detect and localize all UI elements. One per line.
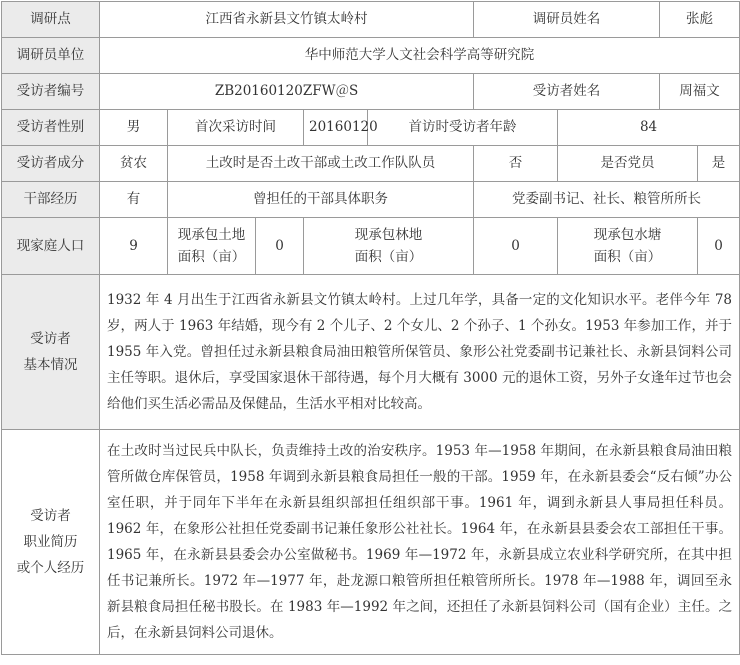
row-interviewee-id xyxy=(2,74,740,110)
label-household-size: 现家庭人口 xyxy=(2,218,100,275)
label-first-interview-time: 首次采访时间 xyxy=(168,110,304,146)
label-cadre-experience: 干部经历 xyxy=(2,182,100,218)
label-contracted-land-line1: 现承包土地 xyxy=(177,227,246,243)
value-contracted-pond: 0 xyxy=(698,218,740,275)
label-career-line1: 受访者 xyxy=(30,508,71,524)
row-cadre-experience xyxy=(2,182,740,218)
label-land-reform-cadre: 土改时是否土改干部或土改工作队队员 xyxy=(168,146,474,182)
value-cadre-experience: 有 xyxy=(100,182,168,218)
label-class-status: 受访者成分 xyxy=(2,146,100,182)
label-basic-info-line2: 基本情况 xyxy=(23,357,78,373)
value-first-interview-time: 20160120 xyxy=(304,110,368,146)
value-contracted-forest: 0 xyxy=(474,218,558,275)
value-contracted-land: 0 xyxy=(256,218,304,275)
label-age-at-first-interview: 首访时受访者年龄 xyxy=(368,110,558,146)
label-party-member: 是否党员 xyxy=(558,146,698,182)
label-basic-info xyxy=(2,275,100,430)
label-contracted-land-line2: 面积（亩） xyxy=(177,249,246,265)
label-researcher-name: 调研员姓名 xyxy=(474,2,660,38)
label-contracted-forest-line2: 面积（亩） xyxy=(354,249,423,265)
label-survey-site: 调研点 xyxy=(2,2,100,38)
label-contracted-forest xyxy=(304,218,474,275)
value-researcher-unit: 华中师范大学人文社会科学高等研究院 xyxy=(100,38,740,74)
row-gender xyxy=(2,110,740,146)
label-gender: 受访者性别 xyxy=(2,110,100,146)
row-career xyxy=(2,430,740,655)
value-age-at-first-interview: 84 xyxy=(558,110,740,146)
label-career-line3: 或个人经历 xyxy=(16,560,85,576)
label-career xyxy=(2,430,100,655)
label-contracted-pond-line2: 面积（亩） xyxy=(593,249,662,265)
value-gender: 男 xyxy=(100,110,168,146)
label-researcher-unit: 调研员单位 xyxy=(2,38,100,74)
value-cadre-positions: 党委副书记、社长、粮管所所长 xyxy=(474,182,740,218)
label-contracted-pond xyxy=(558,218,698,275)
value-party-member: 是 xyxy=(698,146,740,182)
label-career-line2: 职业简历 xyxy=(23,534,78,550)
interviewee-info-table xyxy=(1,1,740,655)
value-class-status: 贫农 xyxy=(100,146,168,182)
value-career: 在土改时当过民兵中队长，负责维持土改的治安秩序。1953 年—1958 年期间，在永新县粮食局油田粮管所做仓库保管员，1958 年调到永新县粮食局担任一般的干部。1959 年，在永新县委会“反右倾”办公室任职，并于同年下半年在永新县组织部担任组织部干事。1961 年，调到永新县人事局担任科员。1962 年，在象形公社担任党委副书记兼任象形公社社长。1964 年，在永新县县委会农工部担任干事。1965 年，在永新县县委会办公室做秘书。1969 年—1972 年，永新县成立农业科学研究所，在其中担任书记兼所长。1972 年—1977 年，赴龙源口粮管所担任粮管所所长。1978 年—1988 年，调回至永新县粮食局担任秘书股长。在 1983 年—1992 年之间，还担任了永新县饲料公司（国有企业）主任。之后，在永新县饲料公司退休。 xyxy=(100,430,740,655)
household-size-text: 9 xyxy=(129,237,138,254)
value-basic-info: 1932 年 4 月出生于江西省永新县文竹镇太岭村。上过几年学，具备一定的文化知识水平。老伴今年 78 岁，两人于 1963 年结婚，现今有 2 个儿子、2 个女儿、2 个孙子、1 个孙女。1953 年参加工作，并于 1955 年入党。曾担任过永新县粮食局油田粮管所保管员、象形公社党委副书记兼社长、永新县饲料公司主任等职。退休后，享受国家退休干部待遇，每个月大概有 3000 元的退休工资，另外子女逢年过节也会给他们买生活必需品及保健品，生活水平相对比较高。 xyxy=(100,275,740,430)
row-researcher-unit xyxy=(2,38,740,74)
value-survey-site: 江西省永新县文竹镇太岭村 xyxy=(100,2,474,38)
value-researcher-name: 张彪 xyxy=(660,2,740,38)
label-interviewee-id: 受访者编号 xyxy=(2,74,100,110)
row-household xyxy=(2,218,740,275)
label-contracted-forest-line1: 现承包林地 xyxy=(354,227,423,243)
label-contracted-pond-line1: 现承包水塘 xyxy=(593,227,662,243)
value-land-reform-cadre: 否 xyxy=(474,146,558,182)
row-basic-info xyxy=(2,275,740,430)
label-cadre-positions: 曾担任的干部具体职务 xyxy=(168,182,474,218)
label-basic-info-line1: 受访者 xyxy=(30,331,71,347)
label-contracted-land xyxy=(168,218,256,275)
row-survey-site xyxy=(2,2,740,38)
value-interviewee-name: 周福文 xyxy=(660,74,740,110)
label-interviewee-name: 受访者姓名 xyxy=(474,74,660,110)
value-interviewee-id: ZB20160120ZFW＠S xyxy=(100,74,474,110)
row-class-status xyxy=(2,146,740,182)
value-household-size xyxy=(100,218,168,275)
